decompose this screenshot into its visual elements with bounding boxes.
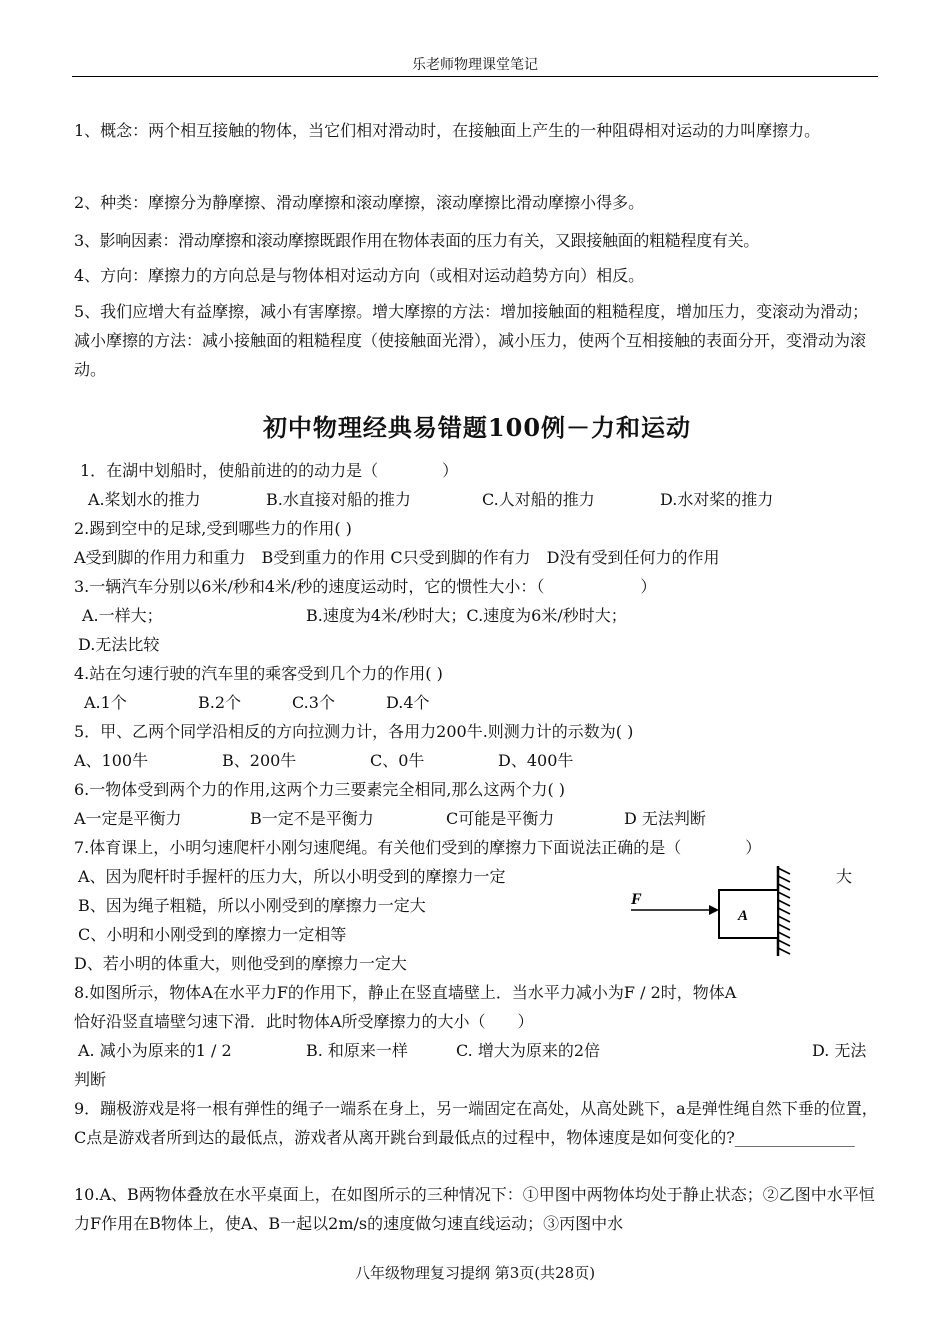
force-label: F (631, 891, 642, 908)
q10-text: 10.A、B两物体叠放在水平桌面上，在如图所示的三种情况下：①甲图中两物体均处于静止状态；②乙图中水平恒力F作用在B物体上，使A、B一起以2m/s的速度做匀速直线运动；③丙图中水 (74, 1185, 875, 1233)
q8-option-b: B. 和原来一样 (306, 1041, 408, 1060)
section-title: 初中物理经典易错题100例－力和运动 (262, 413, 692, 442)
q7-option-a: A、因为爬杆时手握杆的压力大，所以小明受到的摩擦力一定 (78, 867, 506, 886)
block-label: A (738, 908, 749, 924)
q5-stem: 5．甲、乙两个同学沿相反的方向拉测力计，各用力200牛.则测力计的示数为( ) (74, 722, 634, 741)
q1-option-b: B.水直接对船的推力 (266, 490, 411, 509)
q3-option-bc: B.速度为4米/秒时大；C.速度为6米/秒时大； (306, 606, 627, 625)
q8-option-c: C. 增大为原来的2倍 (456, 1041, 601, 1060)
q4-stem: 4.站在匀速行驶的汽车里的乘客受到几个力的作用( ) (74, 664, 443, 683)
q4-options (84, 688, 430, 717)
q7-option-a-tail: 大 (836, 867, 853, 886)
note-2: 2、种类：摩擦分为静摩擦、滑动摩擦和滚动摩擦，滚动摩擦比滑动摩擦小得多。 (74, 193, 645, 212)
q7-option-d: D、若小明的体重大，则他受到的摩擦力一定大 (74, 954, 407, 973)
force-arrow-head (709, 905, 719, 915)
note-1: 1、概念：两个相互接触的物体，当它们相对滑动时，在接触面上产生的一种阻碍相对运动的力叫摩擦力。 (74, 121, 821, 140)
q8-stem-line1: 8.如图所示，物体A在水平力F的作用下，静止在竖直墙壁上．当水平力减小为F / 2时，物体A (74, 983, 737, 1002)
page-footer: 八年级物理复习提纲 第3页(共28页) (354, 1264, 596, 1282)
q9-text: 9．蹦极游戏是将一根有弹性的绳子一端系在身上，另一端固定在高处，从高处跳下，a是弹性绳自然下垂的位置，C点是游戏者所到达的最低点，游戏者从离开跳台到最低点的过程中，物体速度是如何变化的?_______________ (74, 1099, 878, 1147)
q4-option-b: B.2个 (198, 693, 242, 712)
q1-stem: 1．在湖中划船时，使船前进的的动力是（ ） (80, 461, 459, 480)
block-a (719, 890, 778, 938)
q6-options (74, 804, 706, 833)
header-rule (72, 76, 878, 77)
page-header-title: 乐老师物理课堂笔记 (412, 57, 538, 73)
q8-stem-line2: 恰好沿竖直墙壁匀速下滑．此时物体A所受摩擦力的大小（ ） (74, 1012, 534, 1031)
q6-option-d: D 无法判断 (624, 809, 706, 828)
note-3: 3、影响因素：滑动摩擦和滚动摩擦既跟作用在物体表面的压力有关，又跟接触面的粗糙程度有关。 (74, 231, 759, 250)
q3-options (82, 601, 627, 630)
q7-option-b: B、因为绳子粗糙，所以小刚受到的摩擦力一定大 (78, 896, 426, 915)
wall-hatching (778, 868, 790, 954)
q1-option-c: C.人对船的推力 (482, 490, 595, 509)
q6-option-a: A一定是平衡力 (74, 809, 182, 828)
q2-stem: 2.踢到空中的足球,受到哪些力的作用( ) (74, 519, 352, 538)
q1-option-a: A.桨划水的推力 (88, 490, 201, 509)
q5-option-d: D、400牛 (498, 751, 574, 770)
q8-option-d: D. 无法 (812, 1041, 867, 1060)
q3-option-a: A.一样大； (82, 606, 163, 625)
q3-option-d: D.无法比较 (78, 635, 160, 654)
q6-option-c: C可能是平衡力 (446, 809, 555, 828)
q3-stem: 3.一辆汽车分别以6米/秒和4米/秒的速度运动时，它的惯性大小：（ ） (74, 577, 657, 596)
force-wall-diagram (625, 862, 805, 960)
q1-option-d: D.水对桨的推力 (660, 490, 774, 509)
q5-options (74, 746, 573, 775)
q4-option-a: A.1个 (84, 693, 127, 712)
q5-option-c: C、0牛 (370, 751, 425, 770)
q1-options (88, 485, 773, 514)
q4-option-c: C.3个 (292, 693, 335, 712)
q6-option-b: B一定不是平衡力 (250, 809, 374, 828)
q5-option-b: B、200牛 (222, 751, 297, 770)
q7-option-c: C、小明和小刚受到的摩擦力一定相等 (78, 925, 347, 944)
q2-options: A受到脚的作用力和重力 B受到重力的作用 C只受到脚的作有力 D没有受到任何力的作用 (74, 548, 720, 567)
q8-options (78, 1036, 600, 1065)
q8-option-d-cont: 判断 (74, 1070, 107, 1089)
q5-option-a: A、100牛 (74, 751, 149, 770)
q6-stem: 6.一物体受到两个力的作用,这两个力三要素完全相同,那么这两个力( ) (74, 780, 566, 799)
note-5: 5、我们应增大有益摩擦，减小有害摩擦。增大摩擦的方法：增加接触面的粗糙程度，增加压力，变滚动为滑动；减小摩擦的方法：减小接触面的粗糙程度（使接触面光滑），减小压力，使两个互相接触的表面分开，变滑动为滚动。 (74, 302, 869, 379)
q4-option-d: D.4个 (386, 693, 430, 712)
q7-stem: 7.体育课上，小明匀速爬杆小刚匀速爬绳。有关他们受到的摩擦力下面说法正确的是（ ） (74, 838, 762, 857)
note-4: 4、方向：摩擦力的方向总是与物体相对运动方向（或相对运动趋势方向）相反。 (74, 266, 645, 285)
q8-option-a: A. 减小为原来的1 / 2 (78, 1041, 232, 1060)
